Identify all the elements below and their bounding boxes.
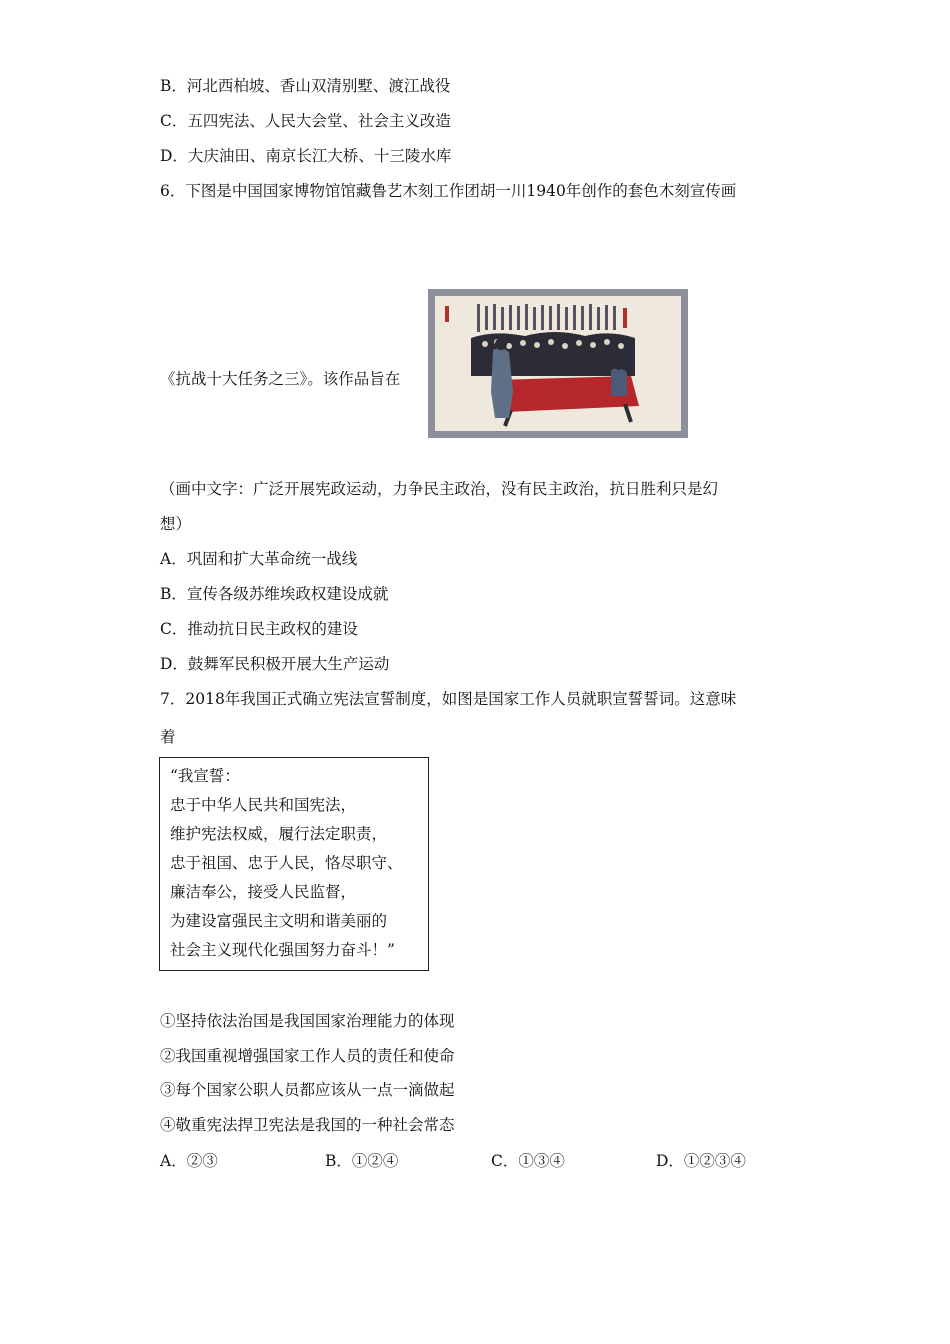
q7-statement-1: ①坚持依法治国是我国国家治理能力的体现 — [160, 1012, 455, 1030]
q6-option-b: B．宣传各级苏维埃政权建设成就 — [160, 585, 389, 603]
q5-option-c: C．五四宪法、人民大会堂、社会主义改造 — [160, 112, 451, 130]
q7-options-row — [160, 1149, 800, 1171]
q6-caption-line2: 想） — [160, 515, 192, 533]
q5-option-d: D．大庆油田、南京长江大桥、十三陵水库 — [160, 147, 452, 165]
oath-line: “我宣誓： — [170, 767, 240, 785]
q7-statement-3: ③每个国家公职人员都应该从一点一滴做起 — [160, 1081, 455, 1099]
oath-line: 忠于祖国、忠于人民，恪尽职守、 — [170, 854, 403, 872]
q7-stem-line2: 着 — [160, 728, 176, 746]
oath-line: 维护宪法权威，履行法定职责， — [170, 825, 388, 843]
q7-option-a: A．②③ — [160, 1152, 218, 1170]
q7-statement-4: ④敬重宪法捍卫宪法是我国的一种社会常态 — [160, 1116, 455, 1134]
q7-option-c: C．①③④ — [491, 1152, 565, 1170]
q5-option-b: B．河北西柏坡、香山双清别墅、渡江战役 — [160, 77, 451, 95]
q7-stem-line1: 7．2018年我国正式确立宪法宣誓制度，如图是国家工作人员就职宣誓誓词。这意味 — [160, 690, 737, 708]
q6-option-a: A．巩固和扩大革命统一战线 — [160, 550, 358, 568]
oath-line: 为建设富强民主文明和谐美丽的 — [170, 912, 388, 930]
oath-text-box — [159, 757, 429, 971]
q6-stem-cont: 《抗战十大任务之三》。该作品旨在 — [160, 370, 401, 388]
woodcut-illustration — [435, 296, 681, 431]
q6-stem: 6．下图是中国国家博物馆馆藏鲁艺木刻工作团胡一川1940年创作的套色木刻宣传画 — [160, 182, 737, 200]
q7-statement-2: ②我国重视增强国家工作人员的责任和使命 — [160, 1047, 455, 1065]
woodcut-poster-image — [428, 289, 688, 438]
q6-option-c: C．推动抗日民主政权的建设 — [160, 620, 358, 638]
oath-line: 社会主义现代化强国努力奋斗！” — [170, 941, 395, 959]
q7-option-b: B．①②④ — [325, 1152, 399, 1170]
q6-option-d: D．鼓舞军民积极开展大生产运动 — [160, 655, 390, 673]
oath-line: 廉洁奉公，接受人民监督， — [170, 883, 357, 901]
oath-line: 忠于中华人民共和国宪法， — [170, 796, 357, 814]
q7-option-d: D．①②③④ — [656, 1152, 746, 1170]
q6-caption-line1: （画中文字：广泛开展宪政运动，力争民主政治，没有民主政治，抗日胜利只是幻 — [160, 480, 719, 498]
